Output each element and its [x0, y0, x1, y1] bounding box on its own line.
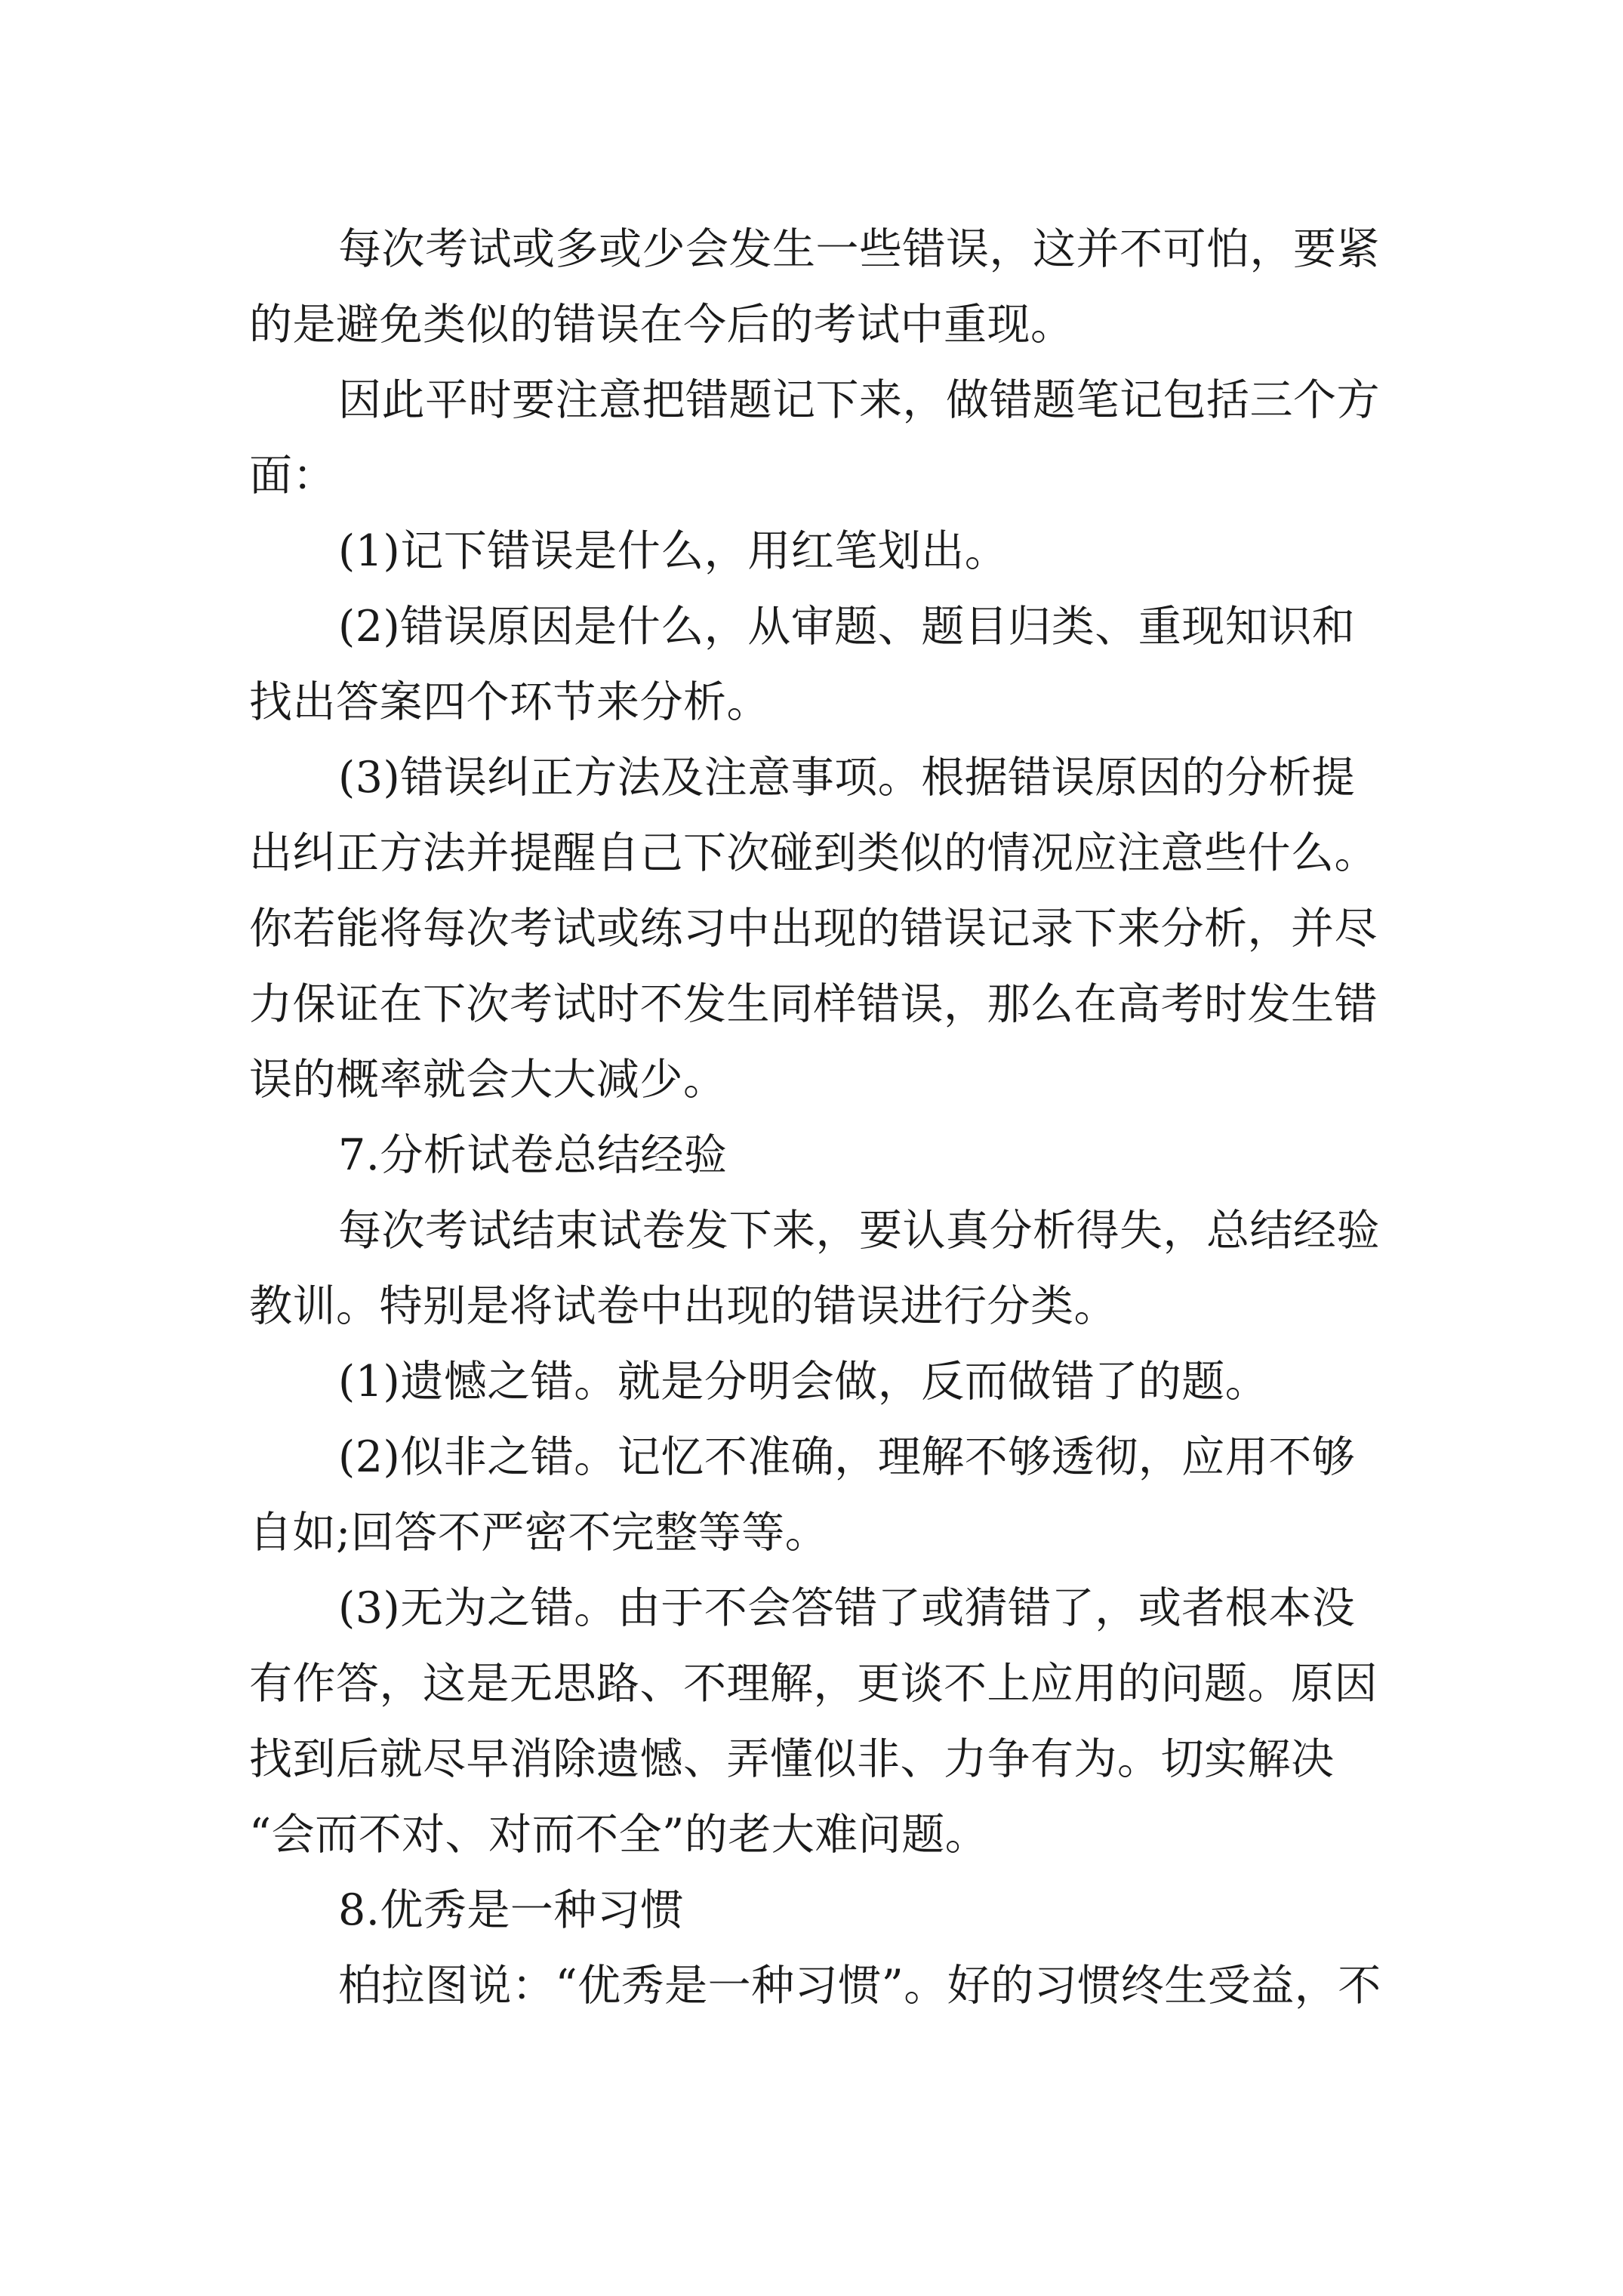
paragraph-line: 柏拉图说：“优秀是一种习惯”。好的习惯终生受益，不 — [338, 1961, 1381, 2011]
list-item-line: 出纠正方法并提醒自己下次碰到类似的情况应注意些什么。 — [249, 828, 1378, 878]
section-heading: 7.分析试卷总结经验 — [338, 1130, 728, 1180]
list-item-line: 找到后就尽早消除遗憾、弄懂似非、力争有为。切实解决 — [249, 1734, 1335, 1784]
paragraph-line: 力保证在下次考试时不发生同样错误，那么在高考时发生错 — [249, 979, 1378, 1029]
list-item-line: (3)无为之错。由于不会答错了或猜错了，或者根本没 — [338, 1583, 1356, 1633]
paragraph-line: 每次考试或多或少会发生一些错误，这并不可怕，要紧 — [338, 224, 1380, 274]
list-item-line: 自如;回答不严密不完整等等。 — [249, 1508, 829, 1558]
paragraph-line: 面： — [249, 451, 336, 501]
paragraph-line: 误的概率就会大大减少。 — [249, 1055, 727, 1105]
list-item-line: 有作答，这是无思路、不理解，更谈不上应用的问题。原因 — [249, 1659, 1378, 1709]
paragraph-line: 的是避免类似的错误在今后的考试中重现。 — [249, 300, 1074, 350]
list-item-line: (3)错误纠正方法及注意事项。根据错误原因的分析提 — [338, 753, 1356, 803]
paragraph-line: 教训。特别是将试卷中出现的错误进行分类。 — [249, 1281, 1117, 1331]
list-item-line: “会而不对、对而不全”的老大难问题。 — [249, 1810, 989, 1860]
paragraph-line: 每次考试结束试卷发下来，要认真分析得失，总结经验 — [338, 1206, 1380, 1256]
paragraph-line: 你若能将每次考试或练习中出现的错误记录下来分析，并尽 — [249, 904, 1378, 954]
list-item-line: (2)错误原因是什么，从审题、题目归类、重现知识和 — [338, 602, 1356, 652]
paragraph-line: 因此平时要注意把错题记下来，做错题笔记包括三个方 — [338, 375, 1380, 425]
list-item-line: 找出答案四个环节来分析。 — [249, 677, 770, 727]
list-item-line: (1)记下错误是什么，用红笔划出。 — [338, 526, 1009, 576]
list-item-line: (2)似非之错。记忆不准确，理解不够透彻，应用不够 — [338, 1432, 1356, 1482]
list-item-line: (1)遗憾之错。就是分明会做，反而做错了的题。 — [338, 1357, 1269, 1407]
section-heading: 8.优秀是一种习惯 — [338, 1885, 684, 1935]
